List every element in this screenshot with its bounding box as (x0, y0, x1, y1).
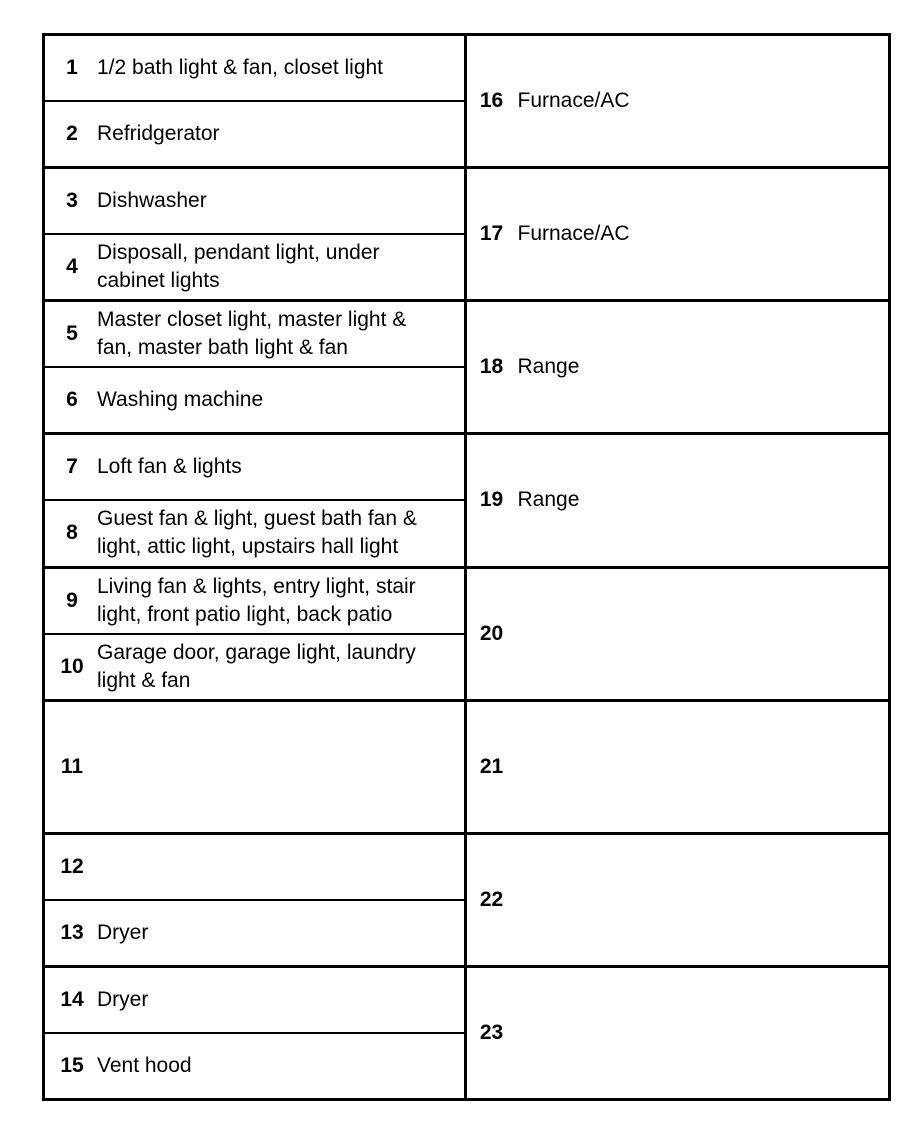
group-left-half (45, 835, 467, 965)
circuit-number: 20 (479, 621, 504, 645)
circuit-cell-22 (467, 835, 889, 965)
circuit-group (45, 702, 888, 835)
circuit-cell-23 (467, 968, 889, 1098)
circuit-number: 13 (60, 920, 84, 944)
circuit-number: 12 (60, 854, 84, 878)
circuit-cell-6 (45, 368, 464, 432)
circuit-number: 17 (479, 222, 504, 246)
group-left-half (45, 435, 467, 565)
circuit-cell-1 (45, 36, 464, 102)
circuit-description: 1/2 bath light & fan, closet light (97, 56, 384, 80)
circuit-description: Vent hood (97, 1053, 192, 1077)
circuit-group (45, 968, 888, 1098)
circuit-number: 18 (479, 355, 504, 379)
circuit-description: Garage door, garage light, laundry light & fan (97, 640, 416, 692)
circuit-number: 8 (66, 521, 78, 545)
circuit-number: 11 (60, 754, 84, 778)
circuit-cell-4 (45, 235, 464, 299)
circuit-description: Refridgerator (97, 122, 220, 146)
group-right-half (467, 835, 889, 965)
group-right-half (467, 968, 889, 1098)
circuit-cell-11 (45, 702, 464, 832)
circuit-number: 4 (66, 255, 78, 279)
circuit-description: Furnace/AC (517, 222, 630, 246)
circuit-description: Washing machine (97, 388, 264, 412)
circuit-description: Dishwasher (97, 189, 207, 213)
circuit-cell-13 (45, 901, 464, 965)
circuit-cell-10 (45, 635, 464, 699)
group-left-half (45, 36, 467, 166)
circuit-cell-19 (467, 435, 889, 565)
group-right-half (467, 169, 889, 299)
circuit-description: Dryer (97, 920, 149, 944)
group-right-half (467, 569, 889, 699)
group-right-half (467, 302, 889, 432)
circuit-cell-8 (45, 501, 464, 565)
circuit-cell-2 (45, 102, 464, 166)
circuit-description: Furnace/AC (517, 89, 630, 113)
circuit-number: 16 (479, 89, 504, 113)
circuit-cell-7 (45, 435, 464, 501)
circuit-cell-12 (45, 835, 464, 901)
panel-schedule-table (42, 33, 891, 1101)
group-left-half (45, 968, 467, 1098)
circuit-number: 23 (479, 1020, 504, 1044)
circuit-description: Guest fan & light, guest bath fan & light, attic light, upstairs hall light (97, 507, 417, 559)
circuit-cell-20 (467, 569, 889, 699)
circuit-description: Range (517, 488, 580, 512)
circuit-number: 7 (66, 455, 78, 479)
circuit-group (45, 36, 888, 169)
circuit-number: 22 (479, 887, 504, 911)
circuit-cell-18 (467, 302, 889, 432)
circuit-cell-3 (45, 169, 464, 235)
circuit-cell-16 (467, 36, 889, 166)
circuit-description: Loft fan & lights (97, 455, 242, 479)
circuit-number: 14 (60, 987, 84, 1011)
group-left-half (45, 702, 467, 832)
circuit-cell-17 (467, 169, 889, 299)
group-right-half (467, 435, 889, 565)
group-left-half (45, 569, 467, 699)
circuit-number: 10 (60, 654, 84, 678)
circuit-number: 3 (66, 189, 78, 213)
circuit-number: 19 (479, 488, 504, 512)
circuit-group (45, 435, 888, 568)
group-right-half (467, 702, 889, 832)
circuit-number: 2 (66, 122, 78, 146)
circuit-description: Disposall, pendant light, under cabinet lights (97, 241, 380, 293)
group-right-half (467, 36, 889, 166)
group-left-half (45, 302, 467, 432)
circuit-group (45, 169, 888, 302)
circuit-cell-15 (45, 1034, 464, 1098)
circuit-number: 21 (479, 754, 504, 778)
group-left-half (45, 169, 467, 299)
circuit-description: Master closet light, master light & fan, master bath light & fan (97, 308, 407, 360)
circuit-group (45, 569, 888, 702)
circuit-cell-14 (45, 968, 464, 1034)
circuit-cell-21 (467, 702, 889, 832)
circuit-group (45, 302, 888, 435)
circuit-description: Dryer (97, 987, 149, 1011)
circuit-cell-9 (45, 569, 464, 635)
circuit-description: Living fan & lights, entry light, stair light, front patio light, back patio (97, 574, 416, 626)
circuit-number: 1 (66, 56, 78, 80)
circuit-cell-5 (45, 302, 464, 368)
circuit-number: 15 (60, 1053, 84, 1077)
circuit-description: Range (517, 355, 580, 379)
circuit-number: 6 (66, 388, 78, 412)
circuit-number: 5 (66, 322, 78, 346)
circuit-number: 9 (66, 588, 78, 612)
circuit-group (45, 835, 888, 968)
